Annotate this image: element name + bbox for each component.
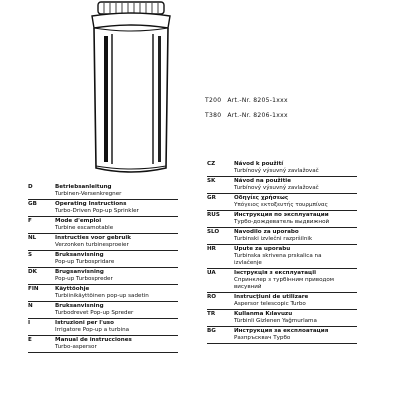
language-code: D	[28, 184, 33, 190]
product-name: Turbo-aspersor	[55, 344, 97, 350]
language-list-left	[28, 183, 178, 353]
product-name: Turbinen-Versenkregner	[55, 191, 122, 197]
language-entry	[28, 302, 178, 319]
product-name: Turbo-Driven Pop-up Sprinkler	[55, 208, 139, 214]
manual-title: Käyttöohje	[55, 286, 90, 292]
language-code: GB	[28, 201, 37, 207]
manual-title: Návod na použitie	[234, 178, 291, 184]
manual-title: Istruzioni per l'uso	[55, 320, 114, 326]
language-entry	[28, 285, 178, 302]
language-code: HR	[207, 246, 216, 252]
product-name: Спринклер з турбінним приводом	[234, 277, 335, 283]
manual-title: Upute za uporabu	[234, 246, 291, 252]
product-name: Турбо-дождеватель выдвижной	[234, 219, 330, 225]
language-entry	[207, 310, 357, 327]
language-entry	[207, 194, 357, 211]
manual-title: Οδηγίες χρήσεως	[234, 195, 289, 201]
language-entry	[207, 177, 357, 194]
model-name: T380	[205, 112, 222, 119]
language-list-right	[207, 160, 357, 344]
language-entry	[207, 245, 357, 269]
manual-title: Návod k použití	[234, 161, 284, 167]
manual-title: Navodilo za uporabo	[234, 229, 299, 235]
model-code: Art.-Nr. 8205-1xxx	[227, 97, 288, 104]
language-code: RUS	[207, 212, 220, 218]
product-name: Irrigatore Pop-up a turbina	[55, 327, 130, 333]
manual-title: Operating Instructions	[55, 201, 127, 207]
language-code: CZ	[207, 161, 216, 167]
language-entry	[28, 319, 178, 336]
manual-title: Bruksanvisning	[55, 252, 104, 258]
manual-title: Bruksanvisning	[55, 303, 104, 309]
product-name: Turbiinikäyttöinen pop-up sadetin	[55, 293, 149, 299]
language-code: N	[28, 303, 33, 309]
product-name: Turbodrevet Pop-up Spreder	[55, 310, 134, 316]
manual-title: Instructies voor gebruik	[55, 235, 132, 241]
language-code: BG	[207, 328, 216, 334]
language-entry	[28, 251, 178, 268]
language-code: SK	[207, 178, 216, 184]
product-name: Разпръсквач Турбо	[234, 335, 291, 341]
language-entry	[28, 183, 178, 200]
product-name-cont: izvlačenje	[234, 260, 262, 266]
manual-title: Kullanma Kılavuzu	[234, 311, 293, 317]
language-code: UA	[207, 270, 216, 276]
product-name: Turbinski izvlečni razpršilnik	[234, 236, 313, 242]
language-entry	[207, 160, 357, 177]
manual-title: Инструкция по эксплуатации	[234, 212, 329, 218]
product-name: Aspersor telescopic Turbo	[234, 301, 306, 307]
model-code: Art.-Nr. 8206-1xxx	[227, 112, 288, 119]
language-entry	[28, 336, 178, 353]
product-name: Turbínový výsuvný zavlažovač	[234, 185, 319, 191]
language-entry	[207, 269, 357, 293]
language-entry	[207, 228, 357, 245]
manual-title: Інструкція з експлуатації	[234, 270, 317, 276]
model-label	[205, 112, 288, 119]
manual-title: Brugsanvisning	[55, 269, 104, 275]
language-entry	[207, 293, 357, 310]
sprinkler-illustration	[80, 0, 190, 180]
product-name: Pop-up Turbospridare	[55, 259, 115, 265]
product-name: Verzonken turbinesproeier	[55, 242, 129, 248]
language-code: SLO	[207, 229, 220, 235]
language-code: TR	[207, 311, 216, 317]
language-entry	[28, 268, 178, 285]
language-code: S	[28, 252, 33, 258]
manual-title: Betriebsanleitung	[55, 184, 112, 190]
language-code: GR	[207, 195, 216, 201]
manual-title: Mode d'emploi	[55, 218, 102, 224]
product-name: Turbinska skrivena prskalica na	[234, 253, 322, 259]
manual-title: Инструкция за експлоатация	[234, 328, 329, 334]
product-name-cont: висувний	[234, 284, 262, 290]
language-code: DK	[28, 269, 37, 275]
language-entry	[28, 234, 178, 251]
language-code: RO	[207, 294, 217, 300]
product-name: Türbinli Gizlenen Yağmurlama	[234, 318, 317, 324]
language-code: E	[28, 337, 32, 343]
language-code: FIN	[28, 286, 39, 292]
model-name: T200	[205, 97, 222, 104]
product-name: Υπόγειος εκτοξευτής τουρμπίνας	[234, 202, 328, 208]
language-entry	[28, 217, 178, 234]
manual-title: Manual de instrucciones	[55, 337, 132, 343]
manual-title: Instrucţiuni de utilizare	[234, 294, 309, 300]
product-name: Turbine escamotable	[55, 225, 114, 231]
language-entry	[207, 327, 357, 344]
product-name: Turbínový výsuvný zavlažovač	[234, 168, 319, 174]
language-code: I	[28, 320, 31, 326]
language-code: F	[28, 218, 32, 224]
model-label	[205, 97, 288, 104]
language-entry	[207, 211, 357, 228]
language-entry	[28, 200, 178, 217]
product-name: Pop-up Turbospreder	[55, 276, 113, 282]
language-code: NL	[28, 235, 37, 241]
